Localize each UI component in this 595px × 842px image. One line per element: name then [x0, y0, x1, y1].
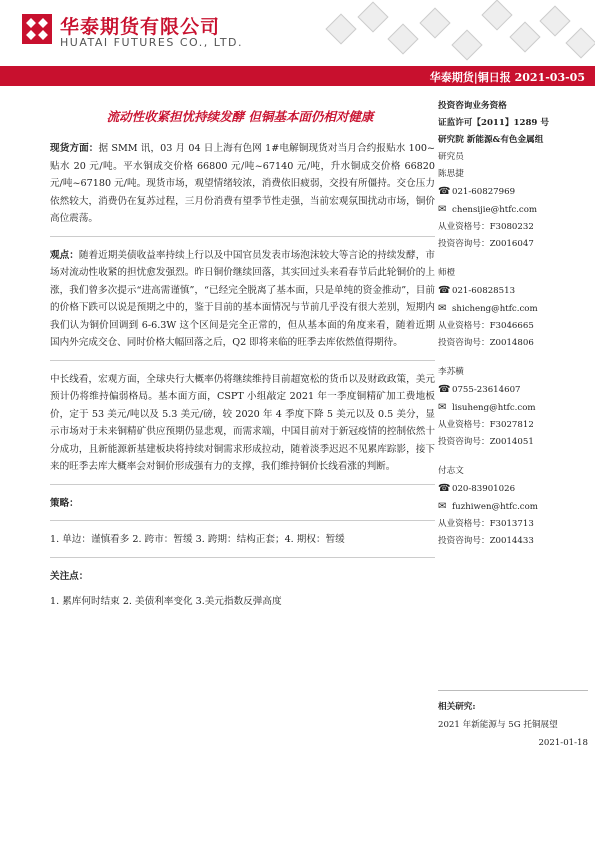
person-phone-row [438, 183, 588, 201]
view-text: 随着近期美债收益率持续上行以及中国官员发表市场泡沫较大等言论的持续发酵，市场对流动性收紧的担忧愈发强烈。昨日铜价继续回落，其实回过头来看春节后此轮铜价的上涨，我们曾多次提示“进高需谨慎”，“已经完全脱离了基本面，只是单纯的资金推动”，目前的价格下跌可以说是预期之中的，鉴于目前的基本面情况与节前几乎没有很大差别，短期内我们认为铜价回调到 6-6.3W 这个区间是完全正常的，但从基本面的角度来看，随着近期国内外完成交仓、同时价格大幅回落之后，Q2 即将来临的旺季去库依然值得期待。 [50, 249, 436, 348]
person-qualification: 从业资格号：F3013713 [438, 519, 534, 529]
focus-text: 1. 累库何时结束 2. 美债利率变化 3.美元指数反弹高度 [50, 596, 282, 607]
person-email[interactable]: shicheng@htfc.com [452, 304, 538, 314]
report-bar [0, 66, 595, 86]
divider [50, 557, 435, 558]
report-title: 流动性收紧担忧持续发酵 但铜基本面仍相对健康 [106, 109, 374, 124]
divider [50, 484, 435, 485]
midlong-paragraph: 中长线看，宏观方面，全球央行大概率仍将继续维持目前超宽松的货币以及财政政策，美元预计仍将维持偏弱格局。基本面方面，CSPT 小组敲定 2021 年一季度铜精矿加工费地板价，定于 53 美元/吨以及 5.3 美元/磅，较 2020 年 4 季度下降 5 美元以及 0.5 美分，显示市场对于未来铜精矿供应预期仍显悲观，而需求端，中国目前对于新冠疫情的控制依然十分成功，且新能源新基建板块将持续对铜需求形成拉动，随着淡季迟迟不见累库踪影，接下来的旺季去库大概率会对铜价形成强有力的支撑，我们维持铜价长线看涨的判断。 [50, 373, 435, 472]
divider [50, 360, 435, 361]
company-name-en: HUATAI FUTURES CO., LTD. [60, 36, 244, 49]
person-consult-number: 投资咨询号：Z0016047 [438, 239, 534, 249]
related-heading: 相关研究: [438, 702, 476, 712]
divider [438, 690, 588, 691]
email-icon: ✉ [438, 204, 447, 215]
person-qualification: 从业资格号：F3027812 [438, 420, 534, 430]
role-label: 研究员 [438, 152, 464, 162]
company-logo [22, 14, 52, 44]
view-heading: 观点： [50, 249, 79, 261]
header-decoration [300, 0, 595, 66]
email-icon: ✉ [438, 303, 447, 314]
view-paragraph [50, 247, 435, 352]
person-email[interactable]: lisuheng@htfc.com [452, 403, 536, 413]
person-phone-row [438, 480, 588, 498]
person-phone: 020-83901026 [452, 484, 516, 494]
focus-heading: 关注点： [50, 570, 89, 582]
person-phone-row [438, 282, 588, 300]
spot-text: 据 SMM 讯，03 月 04 日上海有色网 1#电解铜现货对当月合约报贴水 100~贴水 20 元/吨。平水铜成交价格 66800 元/吨~67140 元/吨，升水铜成交价格 66820 元/吨~67180 元/吨。现货市场，观望情绪较浓，消费依旧疲弱，交投有所僵持。交仓压力依然较大，消费仍在复苏过程，三月份消费有望季节性走强，当前宏观氛围扰动市场，铜价高位震荡。 [50, 143, 435, 224]
person-name: 陈思捷 [438, 169, 464, 179]
main-content [50, 140, 435, 619]
institute-label: 研究院 新能源&有色金属组 [438, 135, 544, 145]
strategy-text: 1. 单边：谨慎看多 2. 跨市：暂缓 3. 跨期：结构正套；4. 期权：暂缓 [50, 534, 345, 545]
spot-heading: 现货方面： [50, 143, 99, 154]
report-bar-text: 华泰期货|铜日报 2021-03-05 [429, 71, 585, 84]
person-phone: 021-60827969 [452, 187, 516, 197]
related-research [438, 698, 588, 752]
email-icon: ✉ [438, 501, 447, 512]
person-email-row [438, 300, 588, 318]
person-phone: 021-60828513 [452, 286, 516, 296]
person-phone-row [438, 381, 588, 399]
phone-icon: ☎ [438, 483, 451, 494]
phone-icon: ☎ [438, 186, 451, 197]
person-name: 师橙 [438, 268, 456, 278]
person-consult-number: 投资咨询号：Z0014433 [438, 536, 534, 546]
phone-icon: ☎ [438, 384, 451, 395]
person-qualification: 从业资格号：F3046665 [438, 321, 534, 331]
person-email-row [438, 399, 588, 417]
spot-paragraph [50, 140, 435, 228]
related-date: 2021-01-18 [538, 738, 588, 748]
related-title[interactable]: 2021 年新能源与 5G 托铜展望 [438, 720, 558, 730]
person-qualification: 从业资格号：F3080232 [438, 222, 534, 232]
sidebar [438, 98, 588, 550]
person-email[interactable]: chensijie@htfc.com [452, 205, 538, 215]
phone-icon: ☎ [438, 285, 451, 296]
divider [50, 236, 435, 237]
email-icon: ✉ [438, 402, 447, 413]
strategy-heading: 策略： [50, 497, 79, 509]
person-name: 李苏横 [438, 367, 464, 377]
person-email[interactable]: fuzhiwen@htfc.com [452, 502, 538, 512]
person-email-row [438, 201, 588, 219]
person-consult-number: 投资咨询号：Z0014051 [438, 437, 534, 447]
person-consult-number: 投资咨询号：Z0014806 [438, 338, 534, 348]
person-name: 付志文 [438, 466, 464, 476]
person-phone: 0755-23614607 [452, 385, 521, 395]
license-label: 证监许可【2011】1289 号 [438, 118, 549, 128]
divider [50, 520, 435, 521]
person-email-row [438, 498, 588, 516]
company-name-cn: 华泰期货有限公司 [60, 16, 221, 38]
dept-label: 投资咨询业务资格 [438, 101, 507, 111]
